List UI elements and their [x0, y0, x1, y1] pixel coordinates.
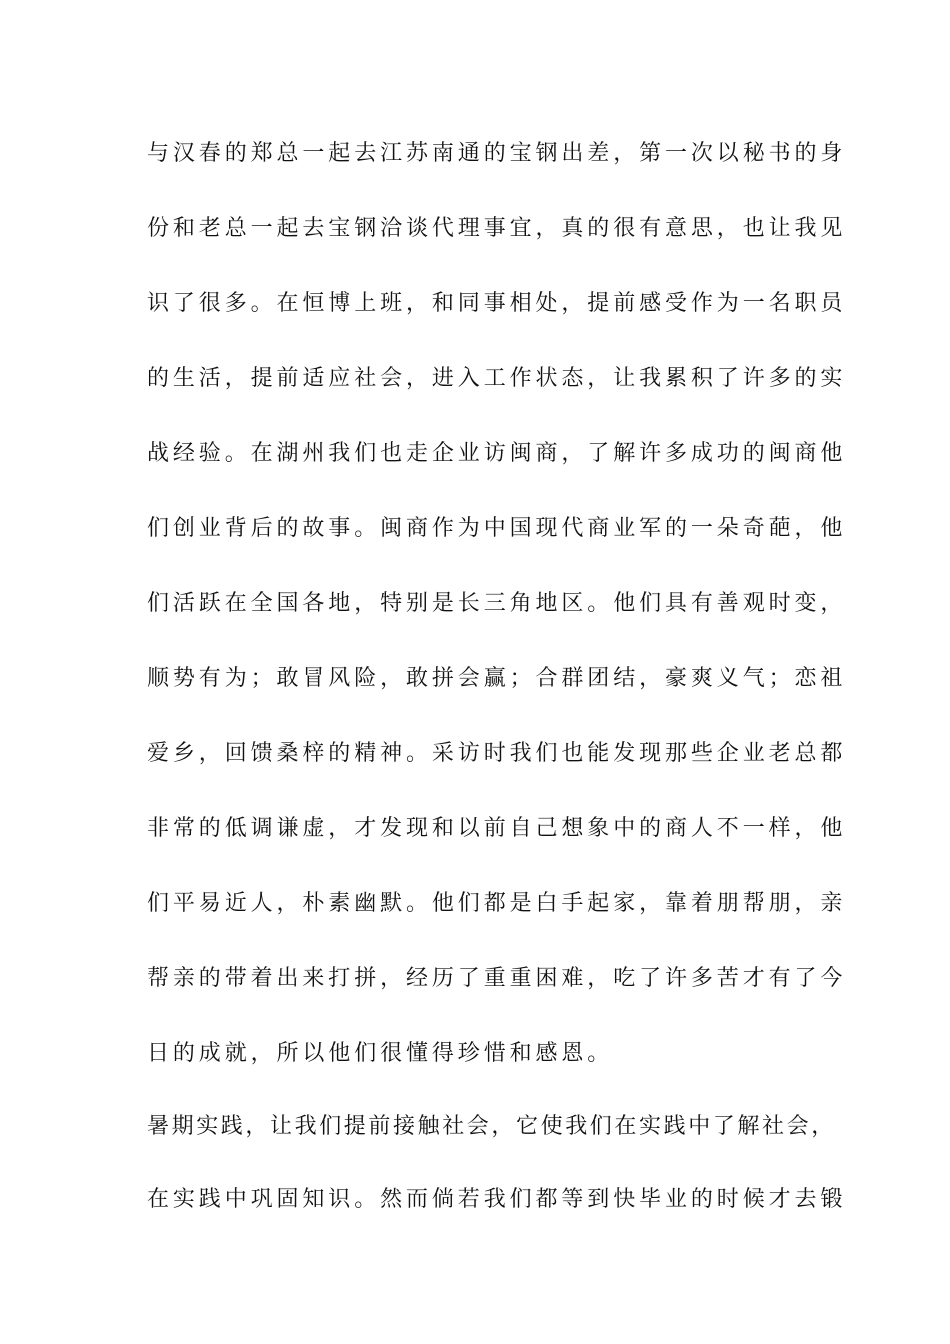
text-line: 帮亲的带着出来打拼，经历了重重困难，吃了许多苦才有了今: [147, 966, 847, 991]
text-line: 们活跃在全国各地，特别是长三角地区。他们具有善观时变，: [147, 591, 847, 616]
text-line: 份和老总一起去宝钢洽谈代理事宜，真的很有意思，也让我见: [147, 216, 847, 241]
text-line: 战经验。在湖州我们也走企业访闽商，了解许多成功的闽商他: [147, 441, 847, 466]
text-line: 识了很多。在恒博上班，和同事相处，提前感受作为一名职员: [147, 291, 847, 316]
text-line: 们创业背后的故事。闽商作为中国现代商业军的一朵奇葩，他: [147, 516, 847, 541]
paragraph-start-line: 暑期实践，让我们提前接触社会，它使我们在实践中了解社会，: [147, 1114, 836, 1139]
text-line: 顺势有为；敢冒风险，敢拼会赢；合群团结，豪爽义气；恋祖: [147, 666, 847, 691]
text-line: 非常的低调谦虚，才发现和以前自己想象中的商人不一样，他: [147, 816, 847, 841]
text-line: 们平易近人，朴素幽默。他们都是白手起家，靠着朋帮朋，亲: [147, 891, 847, 916]
paragraph-end-line: 日的成就，所以他们很懂得珍惜和感恩。: [147, 1041, 614, 1066]
text-line: 与汉春的郑总一起去江苏南通的宝钢出差，第一次以秘书的身: [147, 141, 847, 166]
text-line: 的生活，提前适应社会，进入工作状态，让我累积了许多的实: [147, 366, 847, 391]
text-line: 在实践中巩固知识。然而倘若我们都等到快毕业的时候才去锻: [147, 1187, 847, 1212]
text-line: 爱乡，回馈桑梓的精神。采访时我们也能发现那些企业老总都: [147, 741, 847, 766]
